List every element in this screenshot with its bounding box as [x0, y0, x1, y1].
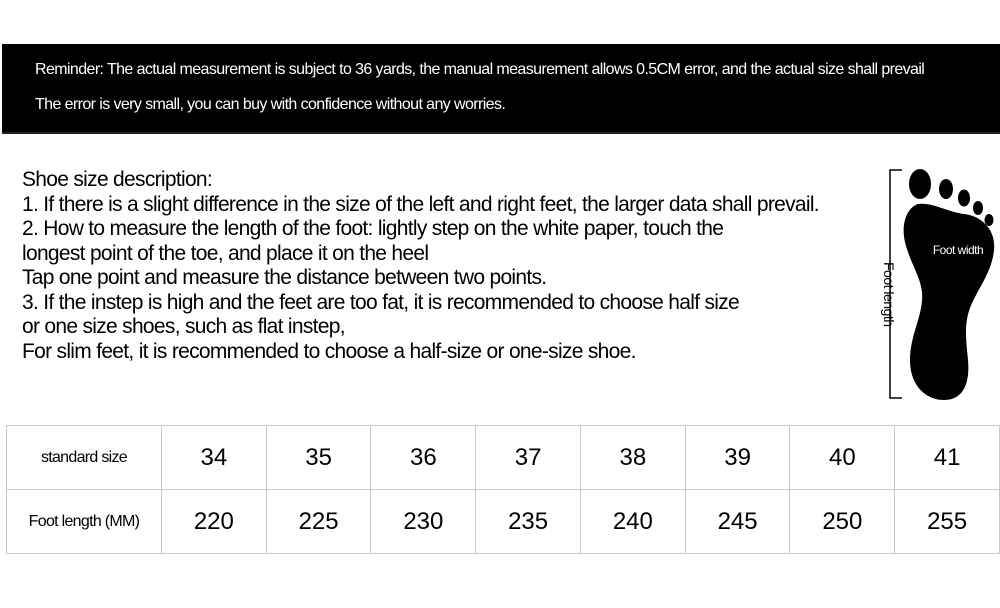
length-cell: 245: [685, 490, 790, 554]
length-cell: 230: [371, 490, 476, 554]
size-cell: 38: [580, 426, 685, 490]
toe-icon: [958, 190, 970, 207]
size-table: [6, 425, 1000, 554]
table-row: [7, 490, 1000, 554]
table-row: [7, 426, 1000, 490]
toe-icon: [973, 201, 983, 215]
length-cell: 235: [476, 490, 581, 554]
foot-sole-icon: [904, 204, 995, 400]
size-cell: 37: [476, 426, 581, 490]
size-cell: 39: [685, 426, 790, 490]
table-header-cell: Foot length (MM): [7, 490, 162, 554]
length-cell: 240: [580, 490, 685, 554]
big-toe-icon: [909, 169, 931, 199]
foot-width-label: Foot width: [932, 243, 984, 257]
description-line: or one size shoes, such as flat instep,: [22, 315, 345, 338]
size-cell: 36: [371, 426, 476, 490]
size-description: [22, 168, 872, 364]
description-line: 2. How to measure the length of the foot: lightly step on the white paper, touch the: [22, 217, 724, 240]
size-cell: 41: [895, 426, 1000, 490]
description-line: 3. If the instep is high and the feet are too fat, it is recommended to choose half size: [22, 290, 740, 314]
foot-measurement-diagram: [870, 164, 1000, 404]
toe-icon: [939, 179, 953, 199]
length-cell: 255: [895, 490, 1000, 554]
reminder-banner: [2, 44, 1000, 132]
size-cell: 34: [161, 426, 266, 490]
foot-length-label: Foot length: [881, 262, 897, 327]
size-cell: 35: [266, 426, 371, 490]
length-cell: 225: [266, 490, 371, 554]
toe-icon: [985, 214, 994, 226]
description-line: 1. If there is a slight difference in the size of the left and right feet, the larger data shall prevail.: [22, 192, 819, 216]
length-cell: 220: [161, 490, 266, 554]
reminder-line-2: The error is very small, you can buy with confidence without any worries.: [35, 96, 506, 113]
description-line: Tap one point and measure the distance between two points.: [22, 266, 547, 289]
length-cell: 250: [790, 490, 895, 554]
description-line: longest point of the toe, and place it on the heel: [22, 241, 429, 265]
size-cell: 40: [790, 426, 895, 490]
table-header-cell: standard size: [7, 426, 162, 490]
reminder-line-1: Reminder: The actual measurement is subject to 36 yards, the manual measurement allows 0.5CM error, and the actual size shall prevail: [35, 61, 925, 78]
description-line: Shoe size description:: [22, 168, 213, 191]
description-line: For slim feet, it is recommended to choose a half-size or one-size shoe.: [22, 339, 636, 363]
